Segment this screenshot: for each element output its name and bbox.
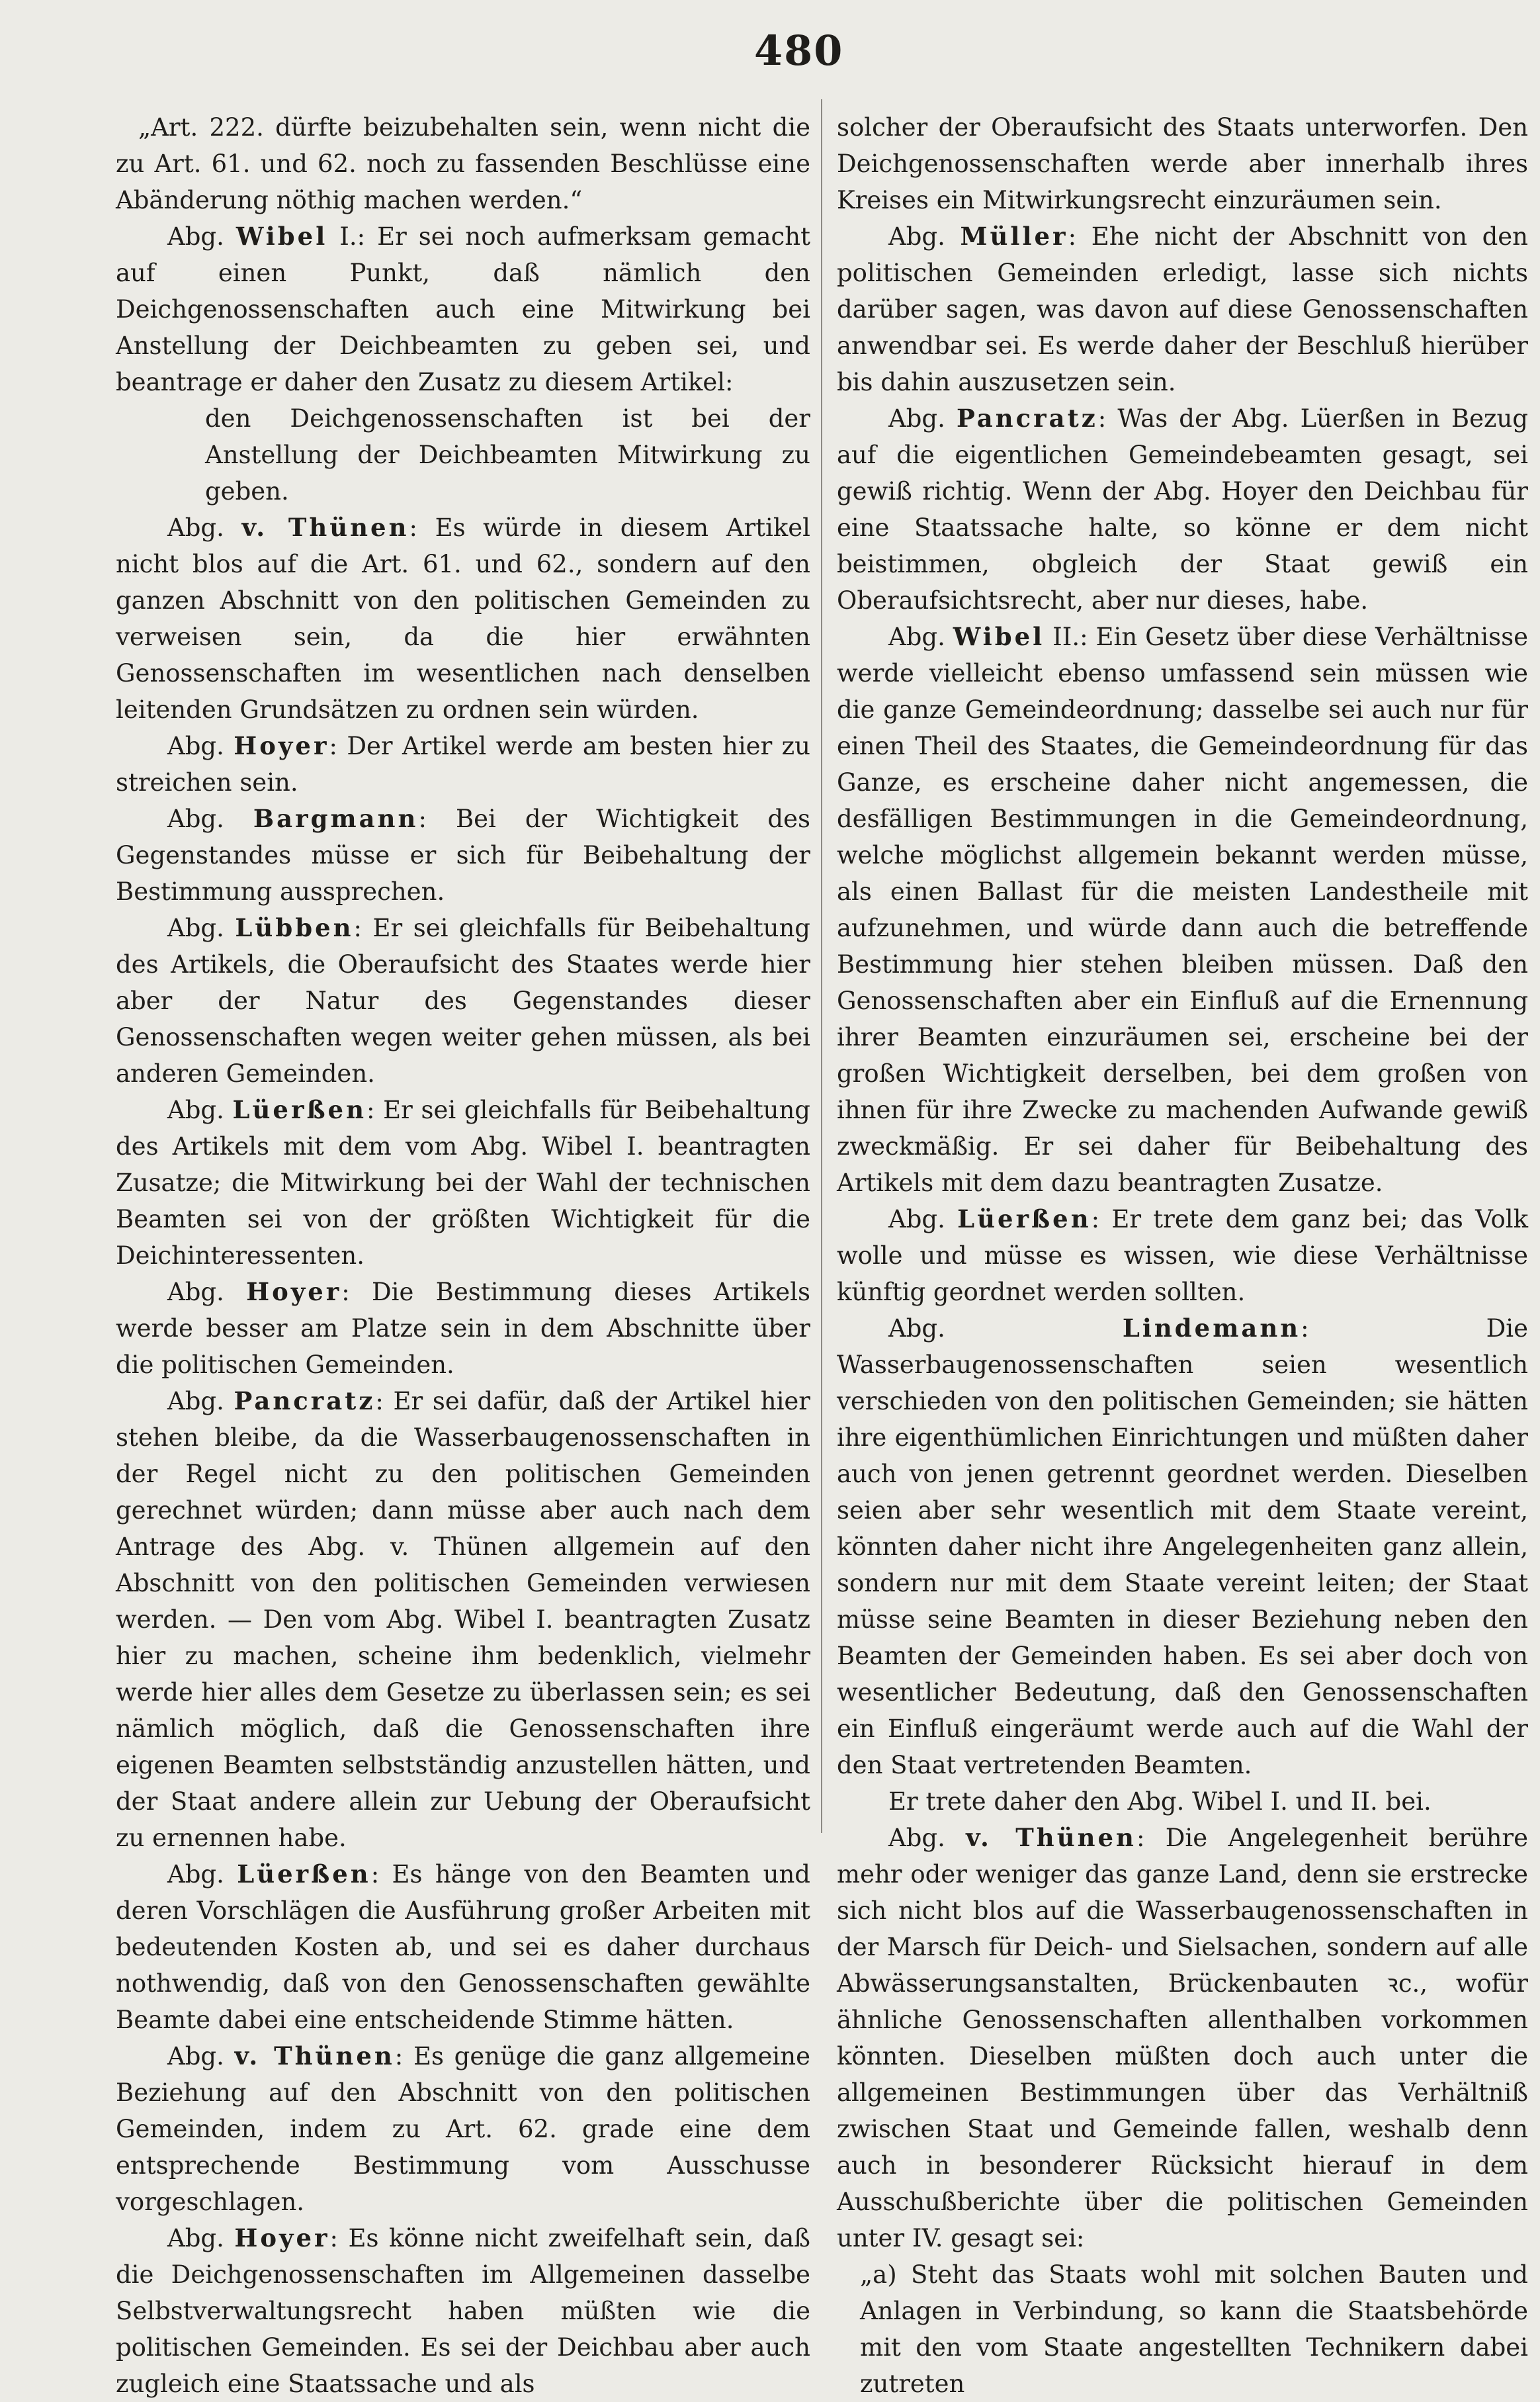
speaker-suffix: : (341, 1278, 372, 1306)
plain-paragraph: Er trete daher den Abg. Wibel I. und II. bei. (888, 1787, 1432, 1816)
speech-paragraph (837, 619, 1528, 1201)
speaker-suffix: : (418, 805, 456, 833)
speaker-name: Wibel (235, 222, 328, 251)
speech-paragraph (116, 2220, 810, 2402)
right-column (837, 109, 1528, 2402)
speaker-name: Müller (960, 222, 1068, 251)
speech-paragraph (116, 2038, 810, 2220)
speech-paragraph (837, 1201, 1528, 1310)
speaker-suffix: : (1097, 404, 1118, 433)
speaker-suffix: : (370, 1860, 392, 1889)
speech-text: Er trete dem ganz bei; das Volk wolle und müsse es wissen, wie diese Verhältnisse künftig geordnet werden sollten. (837, 1205, 1528, 1306)
speech-paragraph (837, 400, 1528, 619)
speaker-name: Hoyer (234, 2223, 330, 2252)
speaker-prefix: Abg. (167, 1278, 247, 1306)
speaker-name: v. Thünen (241, 513, 409, 542)
speaker-suffix: : (409, 513, 435, 542)
speaker-suffix: : (1068, 222, 1091, 251)
speaker-name: Lindemann (1122, 1313, 1301, 1343)
speaker-suffix: : (1091, 1205, 1112, 1233)
speech-text: Er sei noch aufmerksam gemacht auf einen Punkt, daß nämlich den Deichgenossenschaften auch eine Mitwirkung bei Anstellung der Deichbeamten zu geben sei, und beantrage er daher den Zusatz zu diesem Artikel: (116, 222, 810, 396)
quote-open-paragraph: „Art. 222. dürfte beizubehalten sein, wenn nicht die zu Art. 61. und 62. noch zu fassenden Beschlüsse eine Abänderung nöthig machen werden.“ (116, 113, 810, 214)
speaker-name: v. Thünen (234, 2041, 395, 2070)
speaker-prefix: Abg. (888, 1824, 966, 1852)
speech-paragraph (116, 218, 810, 400)
speaker-suffix: : (366, 1096, 384, 1124)
speaker-prefix: Abg. (888, 1314, 1123, 1343)
speech-paragraph (116, 1383, 810, 1856)
speaker-name: Lüerßen (237, 1859, 371, 1889)
speech-text: Es genüge die ganz allgemeine Beziehung auf den Abschnitt von den politischen Gemeinden, indem zu Art. 62. grade eine dem entsprechende Bestimmung vom Ausschusse vorgeschlagen. (116, 2042, 810, 2216)
speech-text: Er sei dafür, daß der Artikel hier stehen bleibe, da die Wasserbaugenossenschaften in der Regel nicht zu den politischen Gemeinden gerechnet würden; dann müsse aber auch nach dem Antrage des Abg. v. Thünen allgemein auf den Abschnitt von den politischen Gemeinden verwiesen werden. — Den vom Abg. Wibel I. beantragten Zusatz hier zu machen, scheine ihm bedenklich, vielmehr werde hier alles dem Gesetze zu überlassen sein; es sei nämlich möglich, daß die Genossenschaften ihre eigenen Beamten selbstständig anzustellen hätten, und der Staat andere allein zur Uebung der Oberaufsicht zu ernennen habe. (116, 1387, 810, 1852)
speech-paragraph (116, 1274, 810, 1383)
speaker-name: Pancratz (956, 404, 1098, 433)
speech-text: Die Wasserbaugenossenschaften seien wesentlich verschieden von den politischen Gemeinden; sie hätten ihre eigenthümlichen Einrichtungen und müßten daher auch von jenen getrennt geordnet werden. Dieselben seien aber sehr wesentlich mit dem Staate vereint, könnten daher nicht ihre Angelegenheiten ganz allein, sondern nur mit dem Staate vereint leiten; der Staat müsse seine Beamten in dieser Beziehung neben den Beamten der Gemeinden haben. Es sei aber doch von wesentlicher Bedeutung, daß den Genossenschaften ein Einfluß eingeräumt werde auch auf die Wahl der den Staat vertretenden Beamten. (837, 1314, 1528, 1779)
speaker-suffix: II.: (1045, 623, 1096, 651)
speaker-name: v. Thünen (966, 1823, 1136, 1852)
speaker-suffix: : (1136, 1824, 1166, 1852)
left-column (116, 109, 810, 2402)
speaker-suffix: : (1301, 1314, 1486, 1343)
speaker-prefix: Abg. (167, 2224, 235, 2252)
speaker-prefix: Abg. (167, 914, 235, 942)
amendment-paragraph: den Deichgenossenschaften ist bei der Anstellung der Deichbeamten Mitwirkung zu geben. (205, 404, 810, 506)
speaker-suffix: : (329, 2224, 349, 2252)
speaker-prefix: Abg. (888, 1205, 958, 1233)
speech-text: Es würde in diesem Artikel nicht blos auf die Art. 61. und 62., sondern auf den ganzen Abschnitt von den politischen Gemeinden zu verweisen sein, da die hier erwähnten Genossenschaften im wesentlichen nach denselben leitenden Grundsätzen zu ordnen sein würden. (116, 513, 810, 724)
speech-text: Der Artikel werde am besten hier zu streichen sein. (116, 732, 810, 797)
speech-paragraph (116, 728, 810, 801)
speaker-prefix: Abg. (167, 732, 234, 760)
speech-paragraph (116, 1856, 810, 2038)
speech-paragraph (837, 1820, 1528, 2256)
speech-text: Ein Gesetz über diese Verhältnisse werde vielleicht ebenso umfassend sein müssen wie die ganze Gemeindeordnung; dasselbe sei auch nur für einen Theil des Staates, die Gemeindeordnung für das Ganze, es erscheine daher nicht angemessen, die desfälligen Bestimmungen in die Gemeindeordnung, welche möglichst allgemein bekannt werden müsse, als einen Ballast für die meisten Landestheile mit aufzunehmen, und würde dann auch die betreffende Bestimmung hier stehen bleiben müssen. Daß den Genossenschaften aber ein Einfluß auf die Ernennung ihrer Beamten einzuräumen sei, erscheine bei der großen Wichtigkeit derselben, bei dem großen von ihnen für ihre Zwecke zu machenden Aufwande gewiß zweckmäßig. Er sei daher für Beibehaltung des Artikels mit dem dazu beantragten Zusatze. (837, 623, 1528, 1197)
speech-paragraph (116, 801, 810, 910)
speaker-suffix: : (394, 2042, 413, 2070)
speaker-suffix: : (329, 732, 347, 760)
speech-text: Er sei gleichfalls für Beibehaltung des Artikels, die Oberaufsicht des Staates werde hier aber der Natur des Gegenstandes dieser Genossenschaften wegen weiter gehen müssen, als bei anderen Gemeinden. (116, 914, 810, 1088)
speaker-name: Pancratz (234, 1386, 376, 1415)
speaker-name: Lübben (235, 913, 354, 942)
speaker-prefix: Abg. (167, 1387, 234, 1415)
speaker-name: Wibel (953, 622, 1045, 651)
speaker-suffix: : (375, 1387, 394, 1415)
speaker-prefix: Abg. (167, 805, 253, 833)
speech-text: Was der Abg. Lüerßen in Bezug auf die eigentlichen Gemeindebeamten gesagt, sei gewiß richtig. Wenn der Abg. Hoyer den Deichbau für eine Staatssache halte, so könne er dem nicht beistimmen, obgleich der Staat gewiß ein Oberaufsichtsrecht, aber nur dieses, habe. (837, 404, 1528, 615)
speaker-prefix: Abg. (167, 1096, 233, 1124)
speech-paragraph (837, 1310, 1528, 1783)
speaker-prefix: Abg. (167, 222, 236, 251)
speaker-suffix: : (353, 914, 373, 942)
speaker-prefix: Abg. (888, 404, 957, 433)
speaker-name: Bargmann (253, 804, 419, 833)
speech-text: Bei der Wichtigkeit des Gegenstandes müsse er sich für Beibehaltung der Bestimmung aussprechen. (116, 805, 810, 906)
speaker-suffix: I.: (327, 222, 378, 251)
speech-text: Ehe nicht der Abschnitt von den politischen Gemeinden erledigt, lasse sich nichts darüber sagen, was davon auf diese Genossenschaften anwendbar sei. Es werde daher der Beschluß hierüber bis dahin auszusetzen sein. (837, 222, 1528, 396)
speech-paragraph (116, 1092, 810, 1274)
speaker-name: Hoyer (246, 1277, 342, 1306)
speech-text: Er sei gleichfalls für Beibehaltung des Artikels mit dem vom Abg. Wibel I. beantragten Zusatze; die Mitwirkung bei der Wahl der technischen Beamten sei von der größten Wichtigkeit für die Deichinteressenten. (116, 1096, 810, 1270)
cont-paragraph: solcher der Oberaufsicht des Staats unterworfen. Den Deichgenossenschaften werde aber innerhalb ihres Kreises ein Mitwirkungsrecht einzuräumen sein. (837, 113, 1528, 214)
speech-text: Die Angelegenheit berühre mehr oder weniger das ganze Land, denn sie erstrecke sich nicht blos auf die Wasserbaugenossenschaften in der Marsch für Deich- und Sielsachen, sondern auf alle Abwässerungsanstalten, Brückenbauten ꝛc., wofür ähnliche Genossenschaften allenthalben vorkommen könnten. Dieselben müßten doch auch unter die allgemeinen Bestimmungen über das Verhältniß zwischen Staat und Gemeinde fallen, weshalb denn auch in besonderer Rücksicht hierauf in dem Ausschußberichte über die politischen Gemeinden unter IV. gesagt sei: (837, 1824, 1528, 2252)
page-number: 480 (754, 26, 844, 75)
speech-text: Es hänge von den Beamten und deren Vorschlägen die Ausführung großer Arbeiten mit bedeutenden Kosten ab, und sei es daher durchaus nothwendig, daß von den Genossenschaften gewählte Beamte dabei eine entscheidende Stimme hätten. (116, 1860, 810, 2034)
speech-text: Es könne nicht zweifelhaft sein, daß die Deichgenossenschaften im Allgemeinen dasselbe Selbstverwaltungsrecht haben müßten wie die politischen Gemeinden. Es sei der Deichbau aber auch zugleich eine Staatssache und als (116, 2224, 810, 2398)
ra-paragraph: „a) Steht das Staats wohl mit solchen Bauten und Anlagen in Verbindung, so kann die Staatsbehörde mit den vom Staate angestellten Technikern dabei zutreten (860, 2260, 1528, 2398)
speaker-name: Lüerßen (232, 1095, 367, 1124)
speaker-prefix: Abg. (888, 222, 961, 251)
speaker-name: Lüerßen (957, 1204, 1091, 1233)
speech-text: Die Bestimmung dieses Artikels werde besser am Platze sein in dem Abschnitte über die politischen Gemeinden. (116, 1278, 810, 1379)
speaker-prefix: Abg. (167, 513, 242, 542)
speaker-prefix: Abg. (167, 1860, 237, 1889)
speaker-name: Hoyer (234, 731, 329, 760)
speech-paragraph (116, 910, 810, 1092)
speaker-prefix: Abg. (888, 623, 953, 651)
speaker-prefix: Abg. (167, 2042, 235, 2070)
column-divider (821, 99, 822, 1833)
speech-paragraph (837, 218, 1528, 400)
speech-paragraph (116, 510, 810, 728)
